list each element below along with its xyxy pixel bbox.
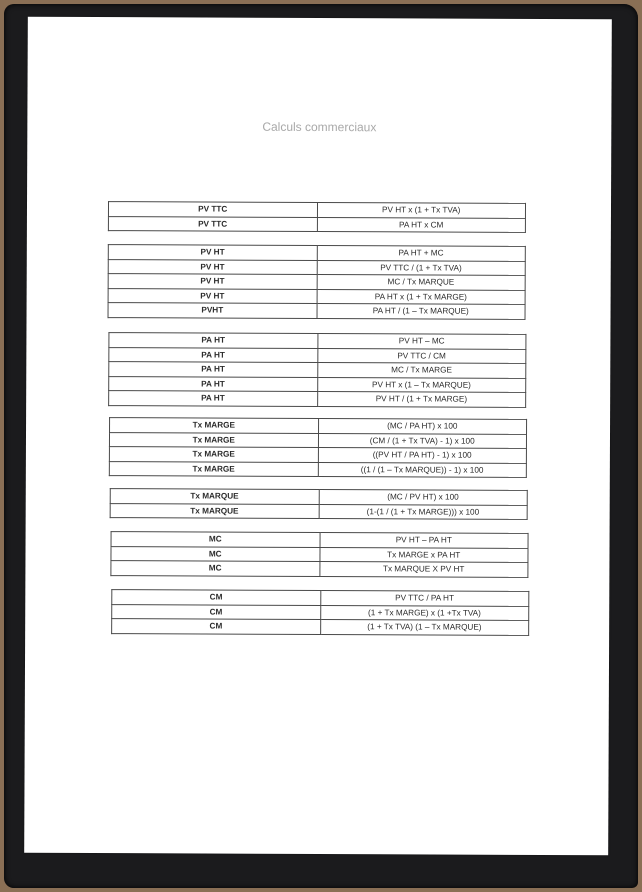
formula-cell: PA HT + MC — [317, 245, 526, 260]
variable-cell: PV HT — [108, 259, 317, 274]
variable-cell: Tx MARQUE — [110, 489, 319, 504]
formula-cell: MC / Tx MARQUE — [317, 274, 526, 289]
variable-cell: PV HT — [108, 245, 317, 260]
formula-cell: PV HT – MC — [317, 333, 526, 348]
variable-cell: CM — [112, 590, 321, 605]
paper-sheet — [24, 17, 612, 856]
table-row — [108, 216, 525, 232]
variable-cell: MC — [111, 546, 320, 561]
page-title: Calculs commerciaux — [262, 119, 377, 135]
variable-cell: MC — [111, 561, 320, 576]
formula-cell: PV HT – PA HT — [320, 533, 529, 548]
formula-cell: ((PV HT / PA HT) - 1) x 100 — [318, 447, 527, 462]
variable-cell: Tx MARQUE — [110, 503, 319, 518]
variable-cell: PVHT — [108, 303, 317, 318]
table-row — [108, 303, 525, 319]
variable-cell: PV TTC — [108, 202, 317, 217]
formula-cell: Tx MARQUE X PV HT — [319, 562, 528, 577]
variable-cell: PA HT — [109, 362, 318, 377]
formula-cell: (MC / PV HT) x 100 — [319, 490, 528, 505]
table-row — [109, 391, 526, 407]
variable-cell: PA HT — [109, 376, 318, 391]
variable-cell: CM — [112, 604, 321, 619]
formula-cell: MC / Tx MARGE — [317, 362, 526, 377]
formula-cell: PV TTC / PA HT — [320, 591, 529, 606]
formula-cell: (1 + Tx TVA) (1 – Tx MARQUE) — [320, 620, 529, 635]
formula-cell: PV TTC / (1 + Tx TVA) — [317, 260, 526, 275]
formula-cell: PA HT / (1 – Tx MARQUE) — [317, 303, 526, 318]
variable-cell: PV TTC — [108, 216, 317, 231]
variable-cell: PA HT — [109, 347, 318, 362]
formula-table — [108, 244, 526, 319]
table-row — [109, 461, 526, 477]
formula-table — [110, 488, 528, 520]
table-row — [110, 503, 527, 519]
formula-table — [108, 201, 526, 233]
formula-table — [108, 332, 526, 407]
variable-cell: PA HT — [109, 391, 318, 406]
formula-cell: (CM / (1 + Tx TVA) - 1) x 100 — [318, 433, 527, 448]
formula-cell: (MC / PA HT) x 100 — [318, 419, 527, 434]
formula-cell: PA HT x CM — [317, 217, 526, 232]
variable-cell: Tx MARGE — [109, 447, 318, 462]
formula-cell: PV TTC / CM — [317, 348, 526, 363]
formula-table — [109, 417, 527, 478]
variable-cell: PA HT — [109, 333, 318, 348]
formula-cell: ((1 / (1 – Tx MARQUE)) - 1) x 100 — [318, 462, 527, 477]
variable-cell: PV HT — [108, 288, 317, 303]
variable-cell: PV HT — [108, 274, 317, 289]
formula-table — [110, 531, 528, 577]
formula-cell: (1 + Tx MARGE) x (1 +Tx TVA) — [320, 605, 529, 620]
formula-cell: (1-(1 / (1 + Tx MARGE))) x 100 — [319, 504, 528, 519]
formula-cell: PA HT x (1 + Tx MARGE) — [317, 289, 526, 304]
variable-cell: CM — [112, 619, 321, 634]
table-row — [111, 561, 528, 577]
variable-cell: Tx MARGE — [110, 418, 319, 433]
formula-cell: PV HT x (1 + Tx TVA) — [317, 202, 526, 217]
table-row — [112, 619, 529, 635]
formula-cell: Tx MARGE x PA HT — [319, 547, 528, 562]
formula-table — [111, 589, 529, 635]
variable-cell: Tx MARGE — [109, 461, 318, 476]
formula-cell: PV HT x (1 – Tx MARQUE) — [317, 377, 526, 392]
variable-cell: Tx MARGE — [109, 432, 318, 447]
formula-cell: PV HT / (1 + Tx MARGE) — [317, 391, 526, 406]
variable-cell: MC — [111, 532, 320, 547]
